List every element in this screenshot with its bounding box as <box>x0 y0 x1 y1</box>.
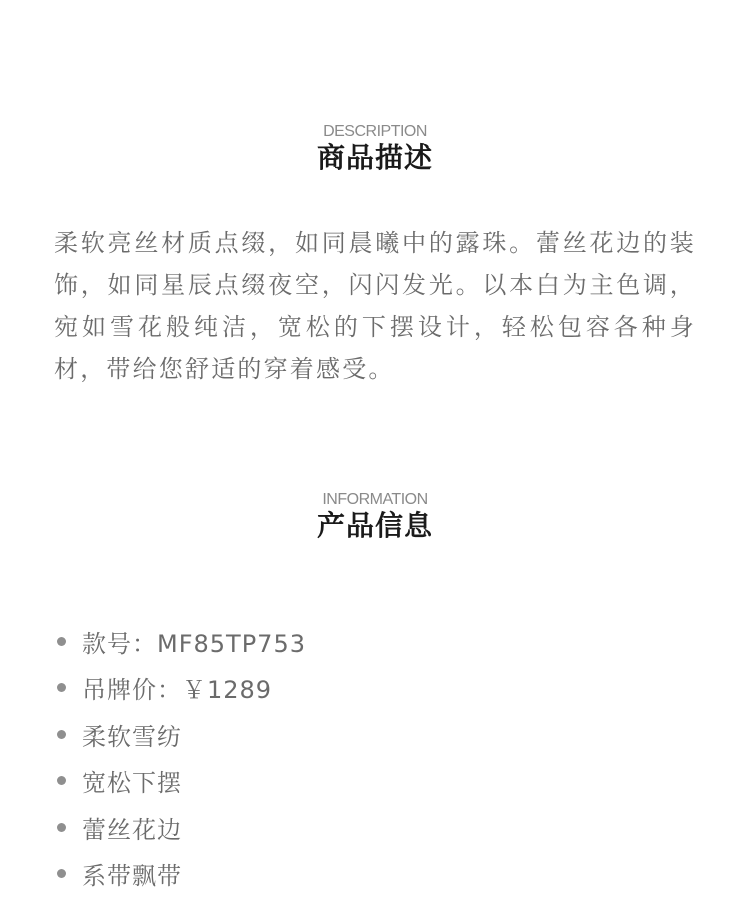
info-item-label: 柔软雪纺 <box>82 722 182 751</box>
information-eyebrow: INFORMATION <box>322 491 428 508</box>
description-eyebrow: DESCRIPTION <box>323 123 427 140</box>
bullet-dot-icon <box>57 730 66 739</box>
info-item-hem <box>56 758 306 805</box>
info-item-ribbon <box>56 851 306 898</box>
information-header <box>0 491 750 543</box>
info-item-label: 款号：MF85TP753 <box>82 629 306 658</box>
bullet-dot-icon <box>57 776 66 785</box>
product-info-list <box>56 618 306 897</box>
product-description-text: 柔软亮丝材质点缀，如同晨曦中的露珠。蕾丝花边的装饰，如同星辰点缀夜空，闪闪发光。以本白为主色调，宛如雪花般纯洁，宽松的下摆设计，轻松包容各种身材，带给您舒适的穿着感受。 <box>54 229 696 383</box>
bullet-dot-icon <box>57 823 66 832</box>
information-title: 产品信息 <box>316 509 433 542</box>
info-item-tag-price <box>56 665 306 712</box>
description-header <box>0 123 750 175</box>
description-title: 商品描述 <box>316 141 433 174</box>
info-item-fabric <box>56 711 306 758</box>
info-item-label: 吊牌价：￥1289 <box>82 676 273 705</box>
bullet-dot-icon <box>57 637 66 646</box>
bullet-dot-icon <box>57 683 66 692</box>
info-item-label: 蕾丝花边 <box>82 815 182 844</box>
bullet-dot-icon <box>57 869 66 878</box>
info-item-label: 系带飘带 <box>82 862 182 891</box>
info-item-lace <box>56 804 306 851</box>
info-item-style-number <box>56 618 306 665</box>
info-item-label: 宽松下摆 <box>82 769 182 798</box>
